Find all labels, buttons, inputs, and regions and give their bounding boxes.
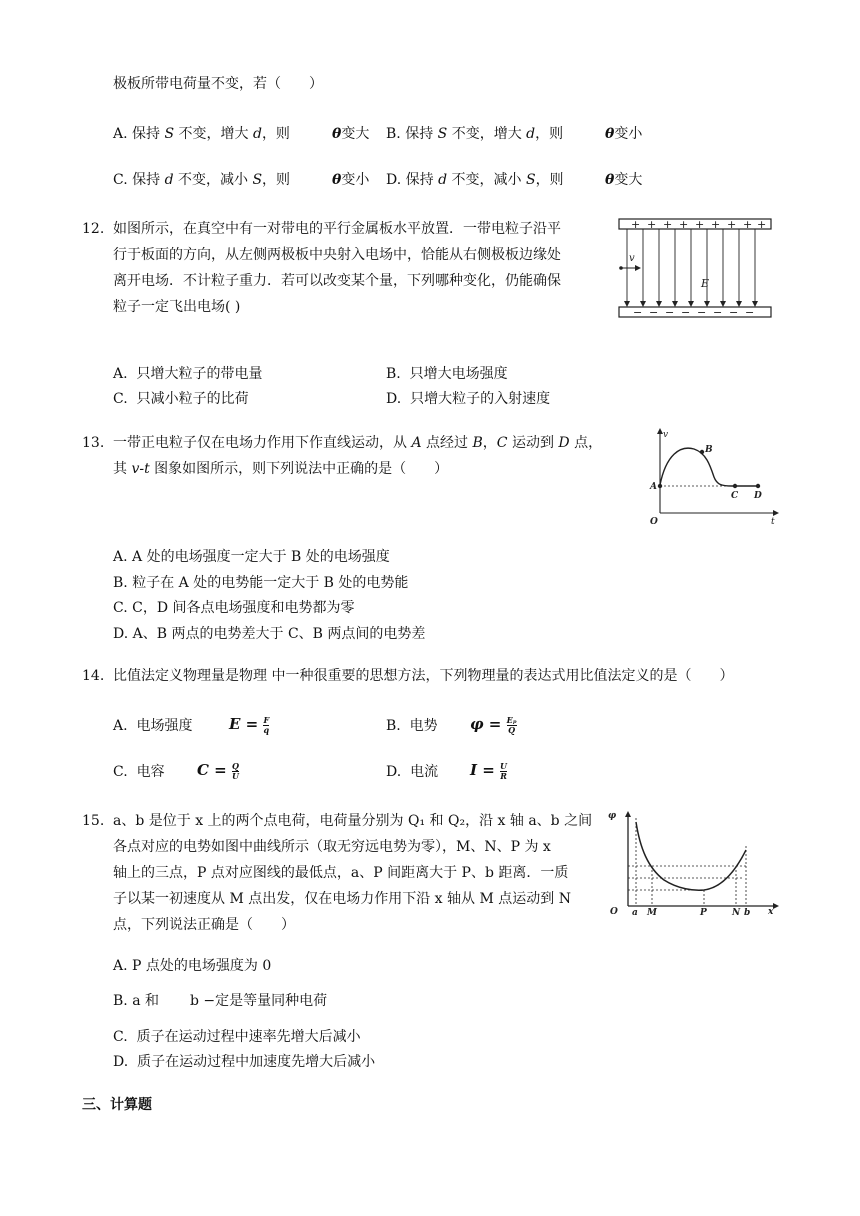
- q13-option-c: C. C，D 间各点电场强度和电势都为零: [113, 600, 355, 616]
- q15-line-2: 各点对应的电势如图中曲线所示（取无穷远电势为零），M、N、P 为 x: [113, 839, 551, 855]
- q15-line-1: a、b 是位于 x 上的两个点电荷，电荷量分别为 Q₁ 和 Q₂，沿 x 轴 a、b 之间: [113, 813, 593, 829]
- b-label: b: [744, 908, 751, 918]
- a-label: a: [632, 908, 638, 918]
- q15-line-3: 轴上的三点，P 点对应图线的最低点，a、P 间距离大于 P、b 距离．一质: [113, 865, 569, 881]
- d-label: D: [754, 491, 762, 501]
- x-label: x: [768, 907, 774, 917]
- q13-option-b: B. 粒子在 A 处的电势能一定大于 B 处的电势能: [113, 575, 409, 591]
- q13-figure-vt-graph: [640, 425, 780, 525]
- q12-line-3: 离开电场．不计粒子重力．若可以改变某个量，下列哪种变化，仍能确保: [113, 273, 561, 289]
- plus-sign: +: [695, 218, 705, 231]
- velocity-label: v: [629, 253, 635, 264]
- q14-number: 14.: [82, 668, 105, 684]
- dashed-guides: [628, 818, 746, 906]
- q12-line-4: 粒子一定飞出电场( ): [113, 299, 241, 315]
- q11-option-d-end: θ变大: [605, 172, 643, 188]
- m-label: M: [647, 908, 657, 918]
- q14-option-b: B. 电势: [386, 718, 438, 734]
- q12-option-c: C. 只减小粒子的比荷: [113, 391, 249, 407]
- q15-option-b-tail: b −定是等量同种电荷: [190, 993, 328, 1009]
- phi-label: φ: [608, 811, 617, 821]
- q15-option-a: A. P 点处的电场强度为 0: [113, 958, 272, 974]
- q12-option-d: D. 只增大粒子的入射速度: [386, 391, 551, 407]
- q11-option-c: C. 保持 d 不变，减小 S，则: [113, 172, 291, 188]
- origin-label: O: [610, 907, 618, 917]
- plus-sign: +: [663, 218, 673, 231]
- q11-option-d: D. 保持 d 不变，减小 S，则: [386, 172, 564, 188]
- q14-formula-a: $E = \frac{F}{q}$: [229, 714, 270, 735]
- point-d: [756, 484, 760, 488]
- field-lines: [627, 229, 755, 304]
- q11-option-b-end: θ变小: [605, 126, 643, 142]
- q15-line-5: 点，下列说法正确是（ ）: [113, 917, 295, 933]
- q14-stem: 比值法定义物理量是物理 中一种很重要的思想方法，下列物理量的表达式用比值法定义的是（ ）: [113, 668, 734, 684]
- n-label: N: [732, 908, 741, 918]
- plus-sign: +: [631, 218, 641, 231]
- plus-sign: +: [727, 218, 737, 231]
- plus-sign: +: [647, 218, 657, 231]
- a-label: A: [650, 482, 657, 492]
- q13-line-2: 其 v-t 图象如图所示，则下列说法中正确的是（ ）: [113, 461, 449, 477]
- q13-line-1: 一带正电粒子仅在电场力作用下作直线运动，从 A 点经过 B，C 运动到 D 点，: [113, 435, 603, 451]
- q15-option-c: C. 质子在运动过程中速率先增大后减小: [113, 1029, 361, 1045]
- q13-option-a: A. A 处的电场强度一定大于 B 处的电场强度: [113, 549, 390, 565]
- phi-axis-arrow: [625, 811, 631, 817]
- plus-sign: +: [711, 218, 721, 231]
- q11-option-a: A. 保持 S 不变，增大 d，则: [113, 126, 290, 142]
- plus-sign: +: [679, 218, 689, 231]
- q11-option-b: B. 保持 S 不变，增大 d，则: [386, 126, 564, 142]
- minus-sign: −: [649, 306, 659, 319]
- t-axis-arrow: [773, 510, 779, 516]
- minus-sign: −: [697, 306, 707, 319]
- q11-tail: 极板所带电荷量不变，若（ ）: [113, 76, 323, 92]
- b-label: B: [705, 445, 713, 455]
- point-a: [658, 484, 662, 488]
- minus-sign: −: [681, 306, 691, 319]
- q13-option-d: D. A、B 两点的电势差大于 C、B 两点间的电势差: [113, 626, 426, 642]
- minus-sign: −: [633, 306, 643, 319]
- plus-sign: +: [743, 218, 753, 231]
- point-b: [700, 450, 704, 454]
- q15-option-b: B. a 和: [113, 993, 159, 1009]
- velocity-arrowhead: [635, 265, 641, 271]
- q15-figure-potential-graph: [604, 808, 782, 918]
- x-axis-arrow: [773, 903, 779, 909]
- minus-sign: −: [665, 306, 675, 319]
- q11-option-a-end: θ变大: [332, 126, 370, 142]
- q14-option-d: D. 电流: [386, 764, 439, 780]
- field-label: E: [701, 277, 710, 290]
- q12-number: 12.: [82, 221, 105, 237]
- q12-line-1: 如图所示，在真空中有一对带电的平行金属板水平放置．一带电粒子沿平: [113, 221, 561, 237]
- q14-option-c: C. 电容: [113, 764, 165, 780]
- t-label: t: [771, 517, 775, 525]
- q15-option-d: D. 质子在运动过程中加速度先增大后减小: [113, 1054, 376, 1070]
- v-label: v: [663, 430, 669, 440]
- c-label: C: [731, 491, 739, 501]
- q15-number: 15.: [82, 813, 105, 829]
- section-heading-calculation: 三、计算题: [82, 1097, 152, 1113]
- potential-curve: [636, 822, 746, 890]
- q13-number: 13.: [82, 435, 105, 451]
- q14-formula-c: $C = \frac{Q}{U}$: [197, 760, 239, 781]
- minus-sign: −: [729, 306, 739, 319]
- point-c: [733, 484, 737, 488]
- q12-figure-plates: [615, 215, 775, 321]
- q14-formula-b: $\varphi = \frac{\text{Eₚ}}{Q}$: [470, 714, 517, 735]
- p-label: P: [700, 908, 707, 918]
- minus-sign: −: [713, 306, 723, 319]
- plus-sign: +: [757, 218, 767, 231]
- q11-option-c-end: θ变小: [332, 172, 370, 188]
- q12-option-a: A. 只增大粒子的带电量: [113, 366, 263, 382]
- q14-formula-d: $I = \frac{U}{R}$: [470, 760, 508, 781]
- minus-sign: −: [745, 306, 755, 319]
- q15-line-4: 子以某一初速度从 M 点出发，仅在电场力作用下沿 x 轴从 M 点运动到 N: [113, 891, 571, 907]
- origin-label: O: [650, 517, 658, 525]
- q12-option-b: B. 只增大电场强度: [386, 366, 508, 382]
- q14-option-a: A. 电场强度: [113, 718, 193, 734]
- q12-line-2: 行于板面的方向，从左侧两极板中央射入电场中，恰能从右侧极板边缘处: [113, 247, 561, 263]
